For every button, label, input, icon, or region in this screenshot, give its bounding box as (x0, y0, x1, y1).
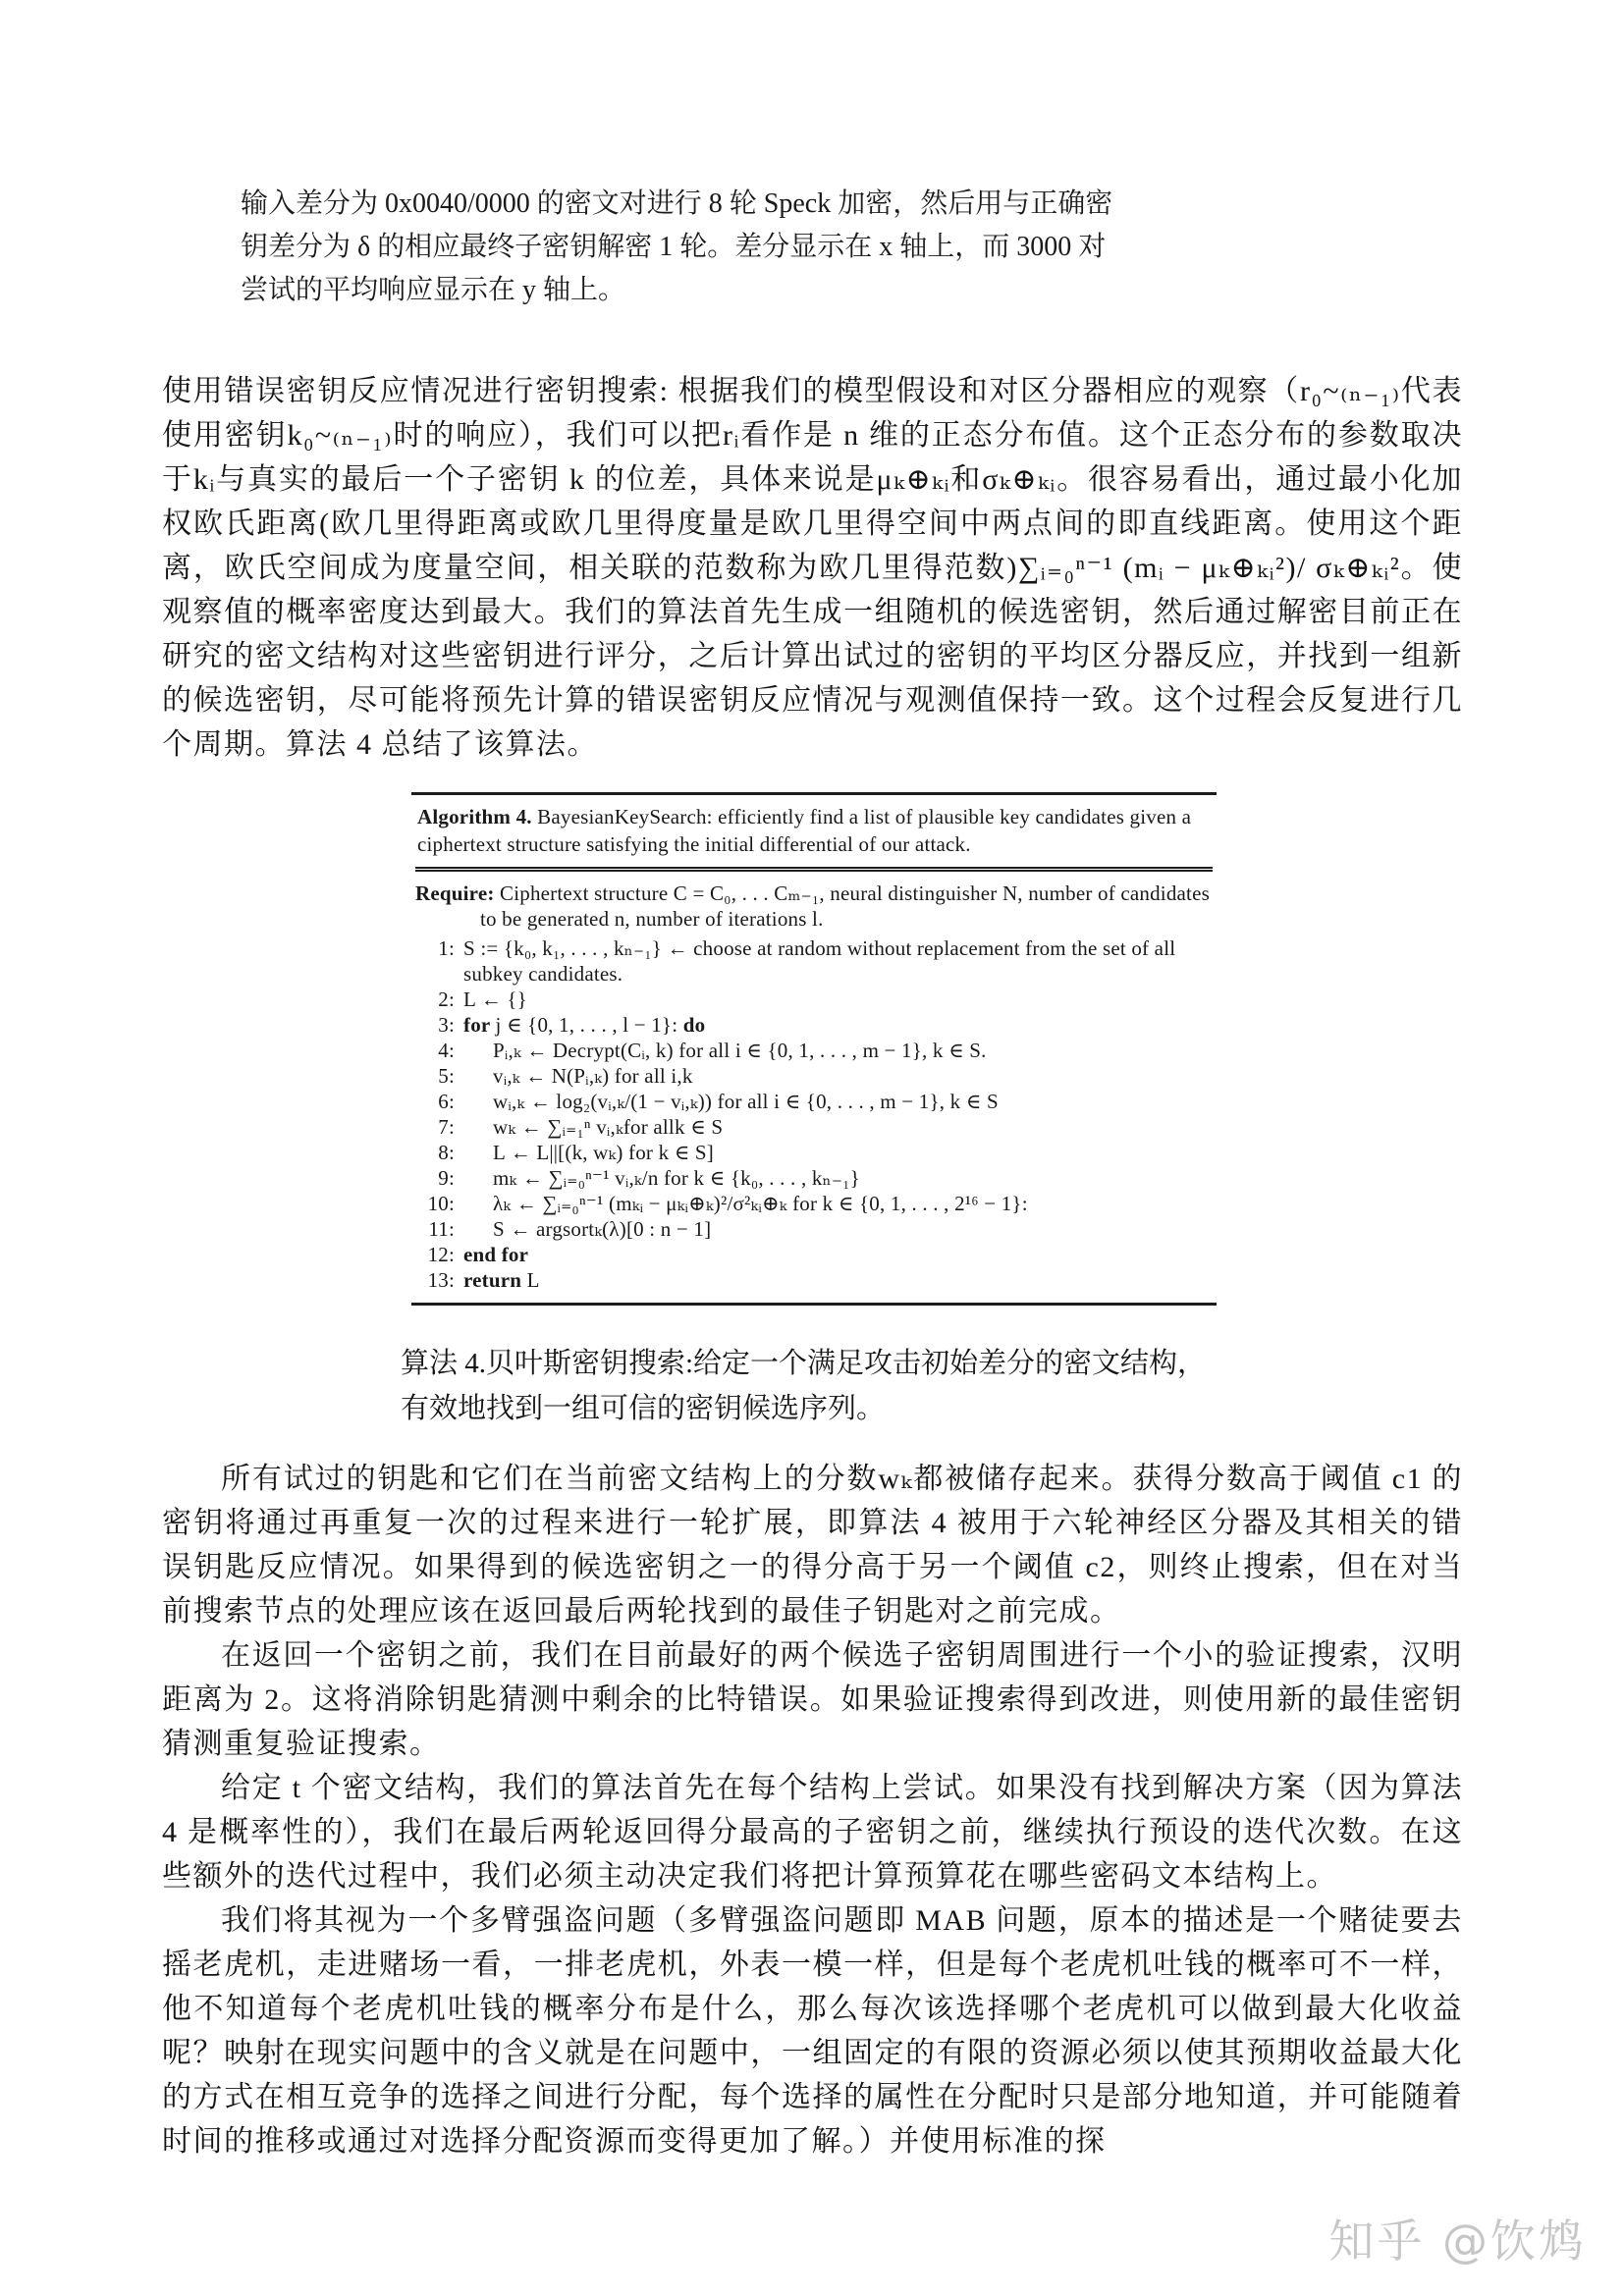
paragraph-key-search: 使用错误密钥反应情况进行密钥搜索: 根据我们的模型假设和对区分器相应的观察（r₀~₍ₙ₋₁₎代表使用密钥k₀~₍ₙ₋₁₎时的响应），我们可以把rᵢ看作是 n 维的正态分布值。这个正态分布的参数取决于kᵢ与真实的最后一个子密钥 k 的位差，具体来说是μₖ⊕ₖᵢ和σₖ⊕ₖᵢ。很容易看出，通过最小化加权欧氏距离(欧几里得距离或欧几里得度量是欧几里得空间中两点间的即直线距离。使用这个距离，欧氏空间成为度量空间，相关联的范数称为欧几里得范数)∑ᵢ₌₀ⁿ⁻¹ (mᵢ − μₖ⊕ₖᵢ²)/ σₖ⊕ₖᵢ²。使观察值的概率密度达到最大。我们的算法首先生成一组随机的候选密钥，然后通过解密目前正在研究的密文结构对这些密钥进行评分，之后计算出试过的密钥的平均区分器反应，并找到一组新的候选密钥，尽可能将预先计算的错误密钥反应情况与观测值保持一致。这个过程会反复进行几个周期。算法 4 总结了该算法。 (162, 375, 1463, 761)
figure-caption (241, 183, 1154, 312)
algorithm-box (411, 792, 1217, 1306)
algorithm-line (415, 935, 1213, 987)
algorithm-title-text: BayesianKeySearch: efficiently find a list of plausible key candidates given a ciphertext structure satisfying the initial differential of our attack. (417, 805, 1192, 856)
algorithm-line (415, 1089, 1213, 1114)
watermark: 知乎 @饮鸩 (1328, 2215, 1587, 2268)
figure-caption-line: 尝试的平均响应显示在 y 轴上。 (241, 275, 626, 305)
algorithm-line-number: 11: (428, 1217, 455, 1241)
algorithm-line-text: vᵢ,ₖ ← N(Pᵢ,ₖ) for all i,k (493, 1064, 693, 1088)
paragraph-ciphertext-structures: 给定 t 个密文结构，我们的算法首先在每个结构上尝试。如果没有找到解决方案（因为算法 4 是概率性的），我们在最后两轮返回得分最高的子密钥之前，继续执行预设的迭代次数。在这些额外的迭代过程中，我们必须主动决定我们将把计算预算花在哪些密码文本结构上。 (162, 1772, 1463, 1893)
algorithm-line-number: 2: (438, 988, 455, 1011)
algorithm-line-number: 12: (427, 1243, 455, 1266)
algorithm-line-text: λₖ ← ∑ᵢ₌₀ⁿ⁻¹ (mₖᵢ − μₖᵢ⊕ₖ)²/σ²ₖᵢ⊕ₖ for k ∈ {0, 1, . . . , 2¹⁶ − 1}: (493, 1192, 1028, 1215)
algorithm-line-text: wₖ ← ∑ᵢ₌₁ⁿ vᵢ,ₖfor allk ∈ S (493, 1115, 724, 1139)
algorithm-line-number: 9: (438, 1166, 455, 1190)
algorithm-line (415, 1038, 1213, 1063)
paragraph-multi-armed-bandit: 我们将其视为一个多臂强盗问题（多臂强盗问题即 MAB 问题，原本的描述是一个赌徒要去摇老虎机，走进赌场一看，一排老虎机，外表一模一样，但是每个老虎机吐钱的概率可不一样，他不知道每个老虎机吐钱的概率分布是什么，那么每次该选择哪个老虎机可以做到最大化收益呢？映射在现实问题中的含义就是在问题中，一组固定的有限的资源必须以使其预期收益最大化的方式在相互竞争的选择之间进行分配，每个选择的属性在分配时只是部分地知道，并可能随着时间的推移或通过对选择分配资源而变得更加了解。）并使用标准的探 (162, 1904, 1463, 2158)
algorithm-line-text: for j ∈ {0, 1, . . . , l − 1}: do (463, 1013, 706, 1037)
algorithm-line (415, 1012, 1213, 1038)
algorithm-line (415, 1191, 1213, 1216)
algorithm-line-text: return L (463, 1268, 540, 1292)
algorithm-line-number: 10: (427, 1192, 455, 1215)
algorithm-line (415, 1063, 1213, 1089)
algorithm-line-number: 3: (438, 1013, 455, 1037)
algorithm-require-label: Require: (415, 881, 495, 905)
algorithm-caption-line: 算法 4.贝叶斯密钥搜索:给定一个满足攻击初始差分的密文结构， (401, 1348, 1207, 1379)
algorithm-require (415, 881, 1213, 932)
algorithm-line (415, 1114, 1213, 1140)
algorithm-line-text: Pᵢ,ₖ ← Decrypt(Cᵢ, k) for all i ∈ {0, 1, . . . , m − 1}, k ∈ S. (493, 1039, 987, 1062)
algorithm-body (415, 935, 1213, 1293)
figure-caption-line: 输入差分为 0x0040/0000 的密文对进行 8 轮 Speck 加密，然后用与正确密 (241, 188, 1113, 219)
algorithm-line-text: S ← argsortₖ(λ)[0 : n − 1] (493, 1217, 712, 1241)
algorithm-line (415, 1267, 1213, 1293)
algorithm-line-text: S := {k₀, k₁, . . . , kₙ₋₁} ← choose at random without replacement from the set of all subkey candidates. (463, 936, 1176, 986)
algorithm-line-number: 6: (438, 1090, 455, 1113)
algorithm-caption (401, 1341, 1463, 1431)
algorithm-line (415, 1216, 1213, 1242)
algorithm-caption-line: 有效地找到一组可信的密钥候选序列。 (401, 1393, 886, 1424)
algorithm-line-number: 4: (438, 1039, 455, 1062)
algorithm-line-number: 7: (438, 1115, 455, 1139)
algorithm-line (415, 987, 1213, 1012)
algorithm-title (415, 795, 1213, 872)
algorithm-line (415, 1140, 1213, 1165)
algorithm-line-number: 13: (427, 1268, 455, 1292)
algorithm-line-number: 1: (438, 936, 455, 960)
figure-caption-line: 钥差分为 δ 的相应最终子密钥解密 1 轮。差分显示在 x 轴上，而 3000 对 (241, 232, 1107, 262)
algorithm-line (415, 1242, 1213, 1267)
algorithm-line-number: 5: (438, 1064, 455, 1088)
algorithm-line-text: wᵢ,ₖ ← log₂(vᵢ,ₖ/(1 − vᵢ,ₖ)) for all i ∈ {0, . . . , m − 1}, k ∈ S (493, 1090, 999, 1113)
algorithm-line (415, 1165, 1213, 1191)
algorithm-require-text: Ciphertext structure C = C₀, . . . Cₘ₋₁, neural distinguisher N, number of candidates to be generated n, number of iterations l. (480, 881, 1210, 931)
algorithm-line-text: L ← {} (463, 988, 527, 1011)
paragraph-scores-thresholds: 所有试过的钥匙和它们在当前密文结构上的分数wₖ都被储存起来。获得分数高于阈值 c1 的密钥将通过再重复一次的过程来进行一轮扩展，即算法 4 被用于六轮神经区分器及其相关的错误钥匙反应情况。如果得到的候选密钥之一的得分高于另一个阈值 c2，则终止搜索，但在对当前搜索节点的处理应该在返回最后两轮找到的最佳子钥匙对之前完成。 (162, 1463, 1463, 1628)
algorithm-line-text: mₖ ← ∑ᵢ₌₀ⁿ⁻¹ vᵢ,ₖ/n for k ∈ {k₀, . . . , kₙ₋₁} (493, 1166, 860, 1190)
paragraph-verification-search: 在返回一个密钥之前，我们在目前最好的两个候选子密钥周围进行一个小的验证搜索，汉明距离为 2。这将消除钥匙猜测中剩余的比特错误。如果验证搜索得到改进，则使用新的最佳密钥猜测重复验证搜索。 (162, 1639, 1463, 1760)
algorithm-line-text: L ← L||[(k, wₖ) for k ∈ S] (493, 1141, 714, 1164)
algorithm-line-text: end for (463, 1243, 529, 1266)
algorithm-line-number: 8: (438, 1141, 455, 1164)
algorithm-title-label: Algorithm 4. (417, 805, 532, 828)
